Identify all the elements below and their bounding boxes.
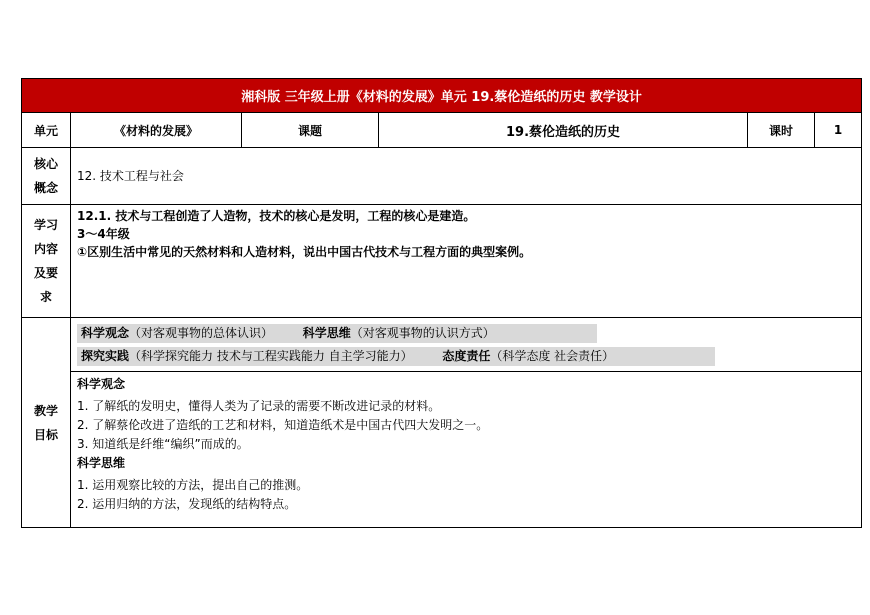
learning-requirements-label-line1: 学习 (33, 218, 58, 232)
unit-label: 单元 (22, 113, 71, 148)
teaching-goals-label (22, 318, 71, 528)
learning-requirements-row (22, 205, 862, 318)
goal-category-bar-2 (77, 345, 855, 368)
core-concept-label (22, 148, 71, 205)
goal-details (71, 372, 862, 528)
learning-requirements-content (71, 205, 862, 318)
science-concept-item-3: 3. 知道纸是纤维“编织”而成的。 (77, 437, 249, 451)
goal-category-bar-1 (77, 322, 855, 345)
teaching-goals-row (22, 318, 862, 372)
lesson-plan-document (21, 78, 861, 528)
goal-categories (71, 318, 862, 372)
science-concept-label: 科学观念 (81, 325, 130, 340)
inquiry-practice-desc: （科学探究能力 技术与工程实践能力 自主学习能力） (129, 348, 413, 363)
core-concept-row (22, 148, 862, 205)
lesson-plan-table (21, 78, 862, 528)
info-row (22, 113, 862, 148)
learning-requirements-label-line4: 求 (39, 290, 52, 304)
science-thinking-desc: （对客观事物的认识方式） (350, 325, 495, 340)
requirement-line-1: 12.1. 技术与工程创造了人造物，技术的核心是发明，工程的核心是建造。 (77, 209, 476, 223)
document-title: 湘科版 三年级上册《材料的发展》单元 19.蔡伦造纸的历史 教学设计 (22, 79, 862, 113)
requirement-line-2: 3～4年级 (77, 227, 130, 241)
teaching-goals-label-line2: 目标 (33, 427, 58, 442)
inquiry-practice-label: 探究实践 (81, 348, 130, 363)
science-concept-item-1: 1. 了解纸的发明史，懂得人类为了记录的需要不断改进记录的材料。 (77, 399, 441, 413)
attitude-responsibility-desc: （科学态度 社会责任） (490, 348, 615, 363)
section-science-thinking-title: 科学思维 (77, 456, 126, 470)
learning-requirements-label-line2: 内容 (33, 242, 58, 256)
science-concept-item-2: 2. 了解蔡伦改进了造纸的工艺和材料，知道造纸术是中国古代四大发明之一。 (77, 418, 489, 432)
requirement-line-3: ①区别生活中常见的天然材料和人造材料，说出中国古代技术与工程方面的典型案例。 (77, 245, 532, 259)
science-thinking-item-2: 2. 运用归纳的方法，发现纸的结构特点。 (77, 497, 297, 511)
hours-value: 1 (815, 113, 862, 148)
unit-value: 《材料的发展》 (71, 113, 242, 148)
core-concept-label-line2: 概念 (33, 181, 58, 195)
learning-requirements-label-line3: 及要 (33, 266, 58, 280)
science-thinking-item-1: 1. 运用观察比较的方法，提出自己的推测。 (77, 478, 309, 492)
topic-value: 19.蔡伦造纸的历史 (379, 113, 748, 148)
science-thinking-label: 科学思维 (302, 325, 351, 340)
science-concept-desc: （对客观事物的总体认识） (129, 325, 274, 340)
core-concept-label-line1: 核心 (33, 157, 58, 171)
topic-label: 课题 (242, 113, 379, 148)
hours-label: 课时 (748, 113, 815, 148)
core-concept-text: 12. 技术工程与社会 (71, 148, 862, 205)
teaching-goals-label-line1: 教学 (33, 403, 58, 418)
section-science-concept-title: 科学观念 (77, 377, 126, 391)
learning-requirements-label (22, 205, 71, 318)
attitude-responsibility-label: 态度责任 (442, 348, 491, 363)
teaching-goals-detail-row (22, 372, 862, 528)
